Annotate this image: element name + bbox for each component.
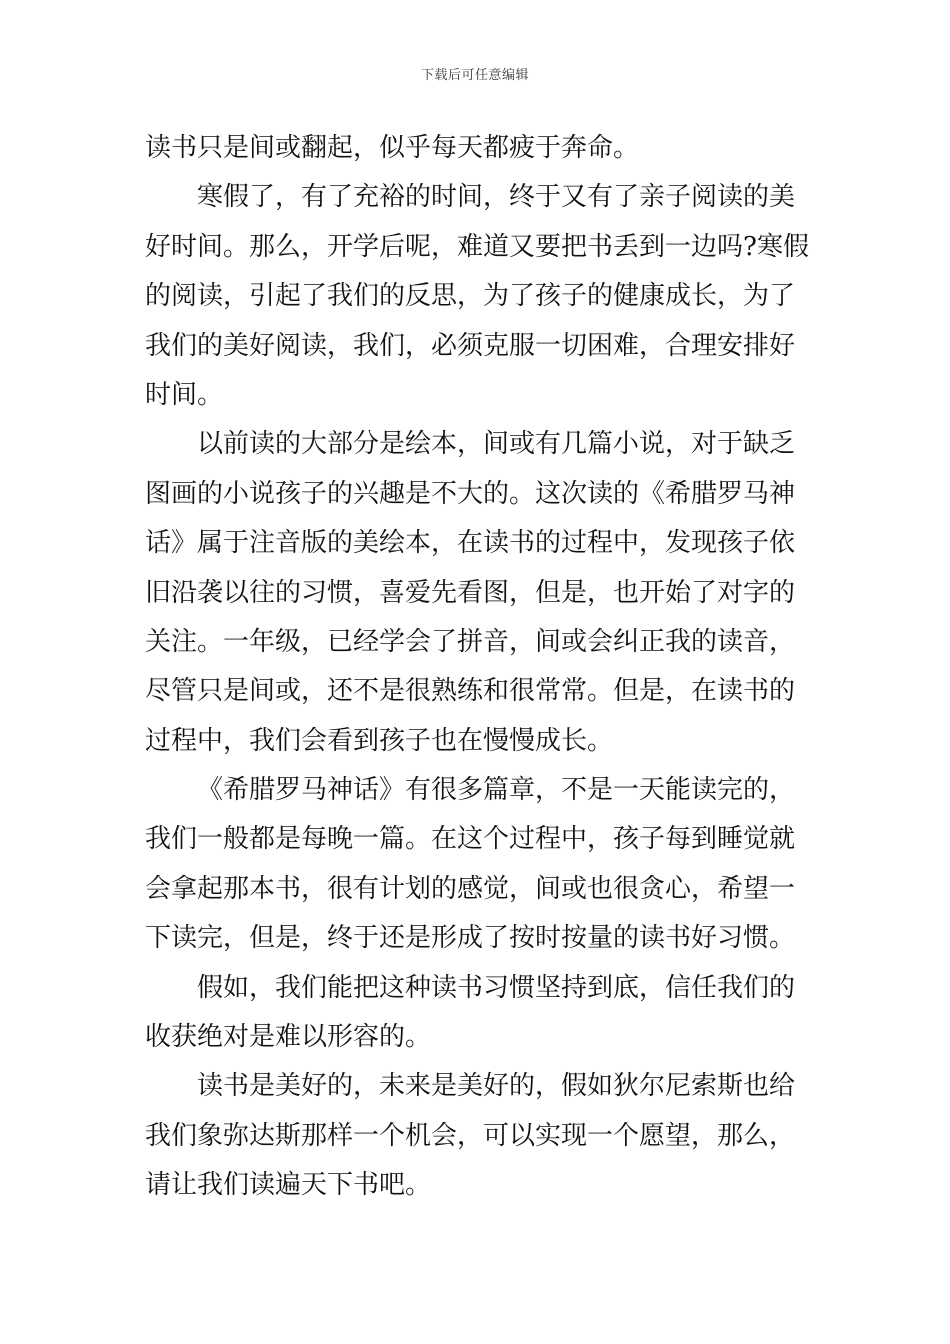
text-line: 时间。: [145, 379, 224, 410]
body-text: [145, 124, 810, 1211]
text-line: 假如，我们能把这种读书习惯坚持到底，信任我们的: [197, 972, 796, 1003]
text-line: 尽管只是间或，还不是很熟练和很常常。但是，在读书的: [145, 676, 796, 707]
text-line: 旧沿袭以往的习惯，喜爱先看图，但是，也开始了对字的: [145, 577, 796, 608]
text-line: 过程中，我们会看到孩子也在慢慢成长。: [145, 725, 614, 756]
page-header: 下载后可任意编辑: [420, 68, 529, 83]
text-line: 我们一般都是每晚一篇。在这个过程中，孩子每到睡觉就: [145, 824, 796, 855]
text-line: 我们的美好阅读，我们，必须克服一切困难，合理安排好: [145, 330, 796, 361]
text-line: 读书是美好的，未来是美好的，假如狄尔尼索斯也给: [197, 1071, 796, 1102]
text-line: 我们象弥达斯那样一个机会，可以实现一个愿望，那么，: [145, 1120, 796, 1151]
text-line: 读书只是间或翻起，似乎每天都疲于奔命。: [145, 133, 640, 163]
text-line: 关注。一年级，已经学会了拼音，间或会纠正我的读音，: [145, 626, 796, 657]
text-line: 会拿起那本书，很有计划的感觉，间或也很贪心，希望一: [145, 873, 796, 904]
text-line: 图画的小说孩子的兴趣是不大的。这次读的《希腊罗马神: [145, 478, 796, 509]
text-line: 好时间。那么，开学后呢，难道又要把书丢到一边吗?寒假: [145, 231, 809, 262]
text-line: 寒假了，有了充裕的时间，终于又有了亲子阅读的美: [197, 182, 796, 213]
text-line: 下读完，但是，终于还是形成了按时按量的读书好习惯。: [145, 923, 796, 954]
text-line: 以前读的大部分是绘本，间或有几篇小说，对于缺乏: [197, 429, 796, 460]
text-line: 的阅读，引起了我们的反思，为了孩子的健康成长，为了: [145, 281, 796, 312]
text-line: 请让我们读遍天下书吧。: [145, 1170, 432, 1201]
text-line: 收获绝对是难以形容的。: [145, 1022, 432, 1053]
text-line: 话》属于注音版的美绘本，在读书的过程中，发现孩子依: [145, 528, 796, 559]
text-line: 《希腊罗马神话》有很多篇章，不是一天能读完的，: [197, 775, 796, 806]
